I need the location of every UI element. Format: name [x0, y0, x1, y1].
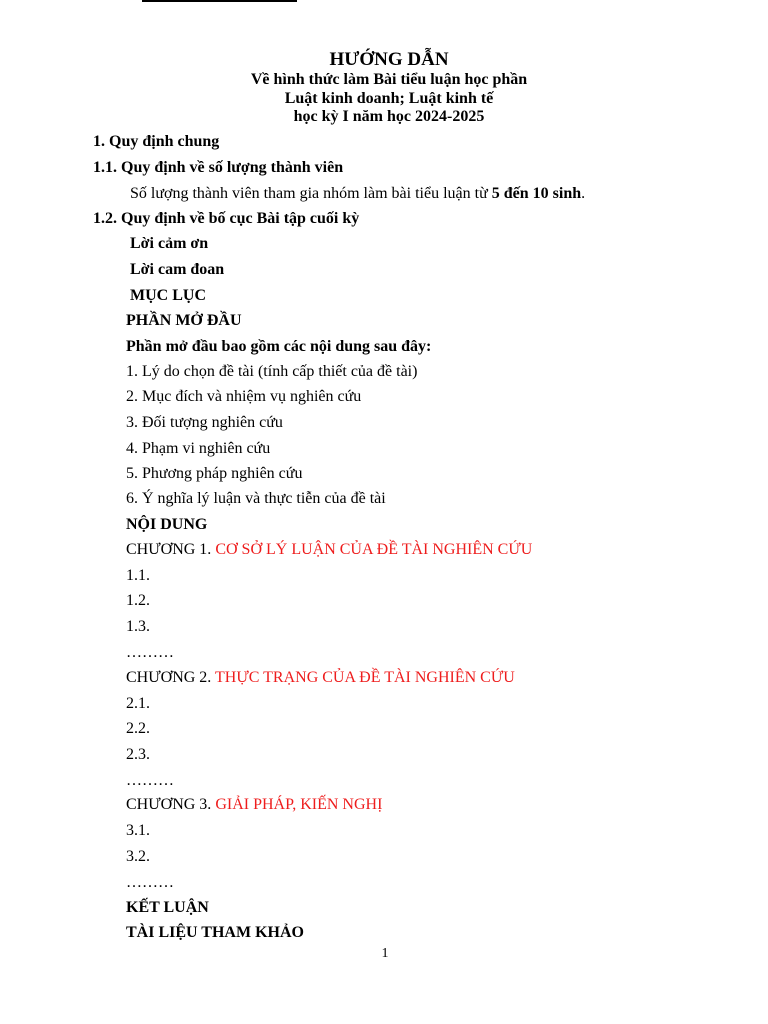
member-count-text: Số lượng thành viên tham gia nhóm làm bài tiểu luận từ	[130, 185, 492, 202]
document-subtitle-course: Về hình thức làm Bài tiểu luận học phần	[250, 71, 528, 88]
page-number: 1	[381, 946, 389, 961]
conclusion-heading: KẾT LUẬN	[126, 899, 209, 916]
document-header	[0, 49, 768, 127]
references-heading: TÀI LIỆU THAM KHẢO	[126, 924, 304, 941]
chapter-2-item: 2.2.	[126, 720, 150, 737]
chapter-3-item: 3.1.	[126, 822, 150, 839]
document-subtitle-term: học kỳ I năm học 2024-2025	[293, 108, 485, 125]
chapter-3-ellipsis: ………	[126, 874, 174, 891]
intro-description: Phần mở đầu bao gồm các nội dung sau đây:	[126, 338, 432, 355]
section-1-2-heading: 1.2. Quy định về bố cục Bài tập cuối kỳ	[93, 210, 360, 227]
chapter-3-heading	[126, 795, 382, 815]
section-1-1-heading: 1.1. Quy định về số lượng thành viên	[93, 159, 344, 176]
chapter-2-heading	[126, 668, 515, 688]
content-heading: NỘI DUNG	[126, 516, 208, 533]
chapter-1-item: 1.3.	[126, 618, 150, 635]
intro-list-item: 6. Ý nghĩa lý luận và thực tiễn của đề tài	[126, 490, 386, 507]
chapter-2-item: 2.1.	[126, 695, 150, 712]
chapter-3-item: 3.2.	[126, 848, 150, 865]
chapter-1-item: 1.1.	[126, 567, 150, 584]
document-subtitle-subjects: Luật kinh doanh; Luật kinh tế	[284, 89, 494, 107]
chapter-3-title: GIẢI PHÁP, KIẾN NGHỊ	[215, 796, 383, 813]
chapter-2-label: CHƯƠNG 2.	[126, 669, 216, 686]
chapter-1-label: CHƯƠNG 1.	[126, 541, 216, 558]
document-title: HƯỚNG DẪN	[329, 49, 449, 70]
chapter-1-title: CƠ SỞ LÝ LUẬN CỦA ĐỀ TÀI NGHIÊN CỨU	[215, 541, 533, 558]
pledge-item: Lời cam đoan	[130, 261, 225, 278]
intro-list-item: 4. Phạm vi nghiên cứu	[126, 440, 271, 457]
chapter-1-item: 1.2.	[126, 592, 150, 609]
intro-list-item: 3. Đối tượng nghiên cứu	[126, 414, 283, 431]
member-count-paragraph	[130, 184, 585, 204]
chapter-2-ellipsis: ………	[126, 772, 174, 789]
intro-heading: PHẦN MỞ ĐẦU	[126, 312, 242, 329]
thanks-item: Lời cảm ơn	[130, 235, 209, 252]
member-count-range: 5 đến 10 sinh	[491, 185, 582, 202]
chapter-2-item: 2.3.	[126, 746, 150, 763]
header-rule	[142, 0, 297, 2]
member-count-period: .	[581, 185, 586, 202]
toc-item: MỤC LỤC	[130, 287, 206, 304]
chapter-1-ellipsis: ………	[126, 644, 174, 661]
chapter-1-heading	[126, 540, 532, 560]
intro-list-item: 2. Mục đích và nhiệm vụ nghiên cứu	[126, 388, 362, 405]
chapter-2-title: THỰC TRẠNG CỦA ĐỀ TÀI NGHIÊN CỨU	[215, 669, 515, 686]
section-1-heading: 1. Quy định chung	[93, 133, 220, 150]
intro-list-item: 5. Phương pháp nghiên cứu	[126, 465, 303, 482]
chapter-3-label: CHƯƠNG 3.	[126, 796, 216, 813]
intro-list-item: 1. Lý do chọn đề tài (tính cấp thiết của đề tài)	[126, 363, 418, 380]
